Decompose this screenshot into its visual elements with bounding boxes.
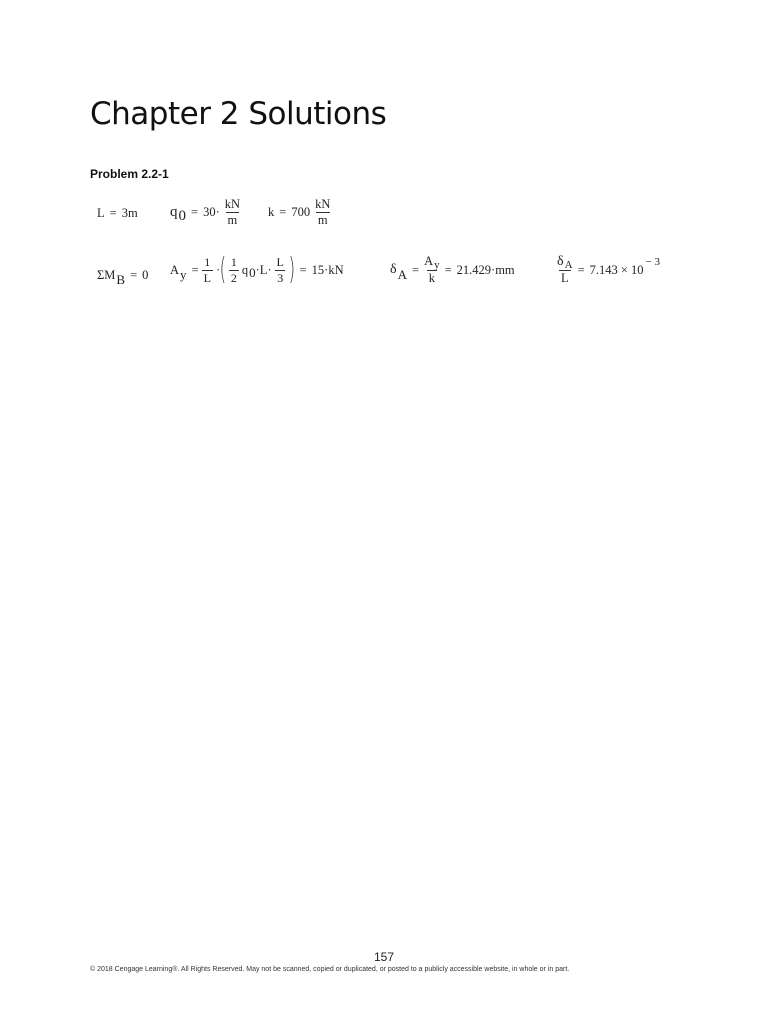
equals-sign: = [191, 262, 199, 277]
subscript-A: A [564, 259, 573, 271]
fraction-numerator: kN [315, 197, 331, 211]
subscript-y: y [180, 267, 187, 282]
fraction-numerator: A [424, 254, 434, 268]
result-strain: 7.143 × 10 [589, 262, 644, 277]
value-q0: 30· [203, 205, 220, 219]
eq-delta-a [390, 255, 515, 285]
fraction-denominator: k [428, 271, 435, 285]
fraction-L-over-3 [275, 256, 286, 285]
equals-sign: = [444, 262, 452, 277]
equals-sign: = [412, 262, 420, 277]
chapter-title: Chapter 2 Solutions [90, 96, 387, 132]
fraction-delta-a-over-L [555, 255, 575, 285]
equals-sign: = [191, 205, 199, 219]
subscript-A: A [397, 267, 407, 282]
given-k [268, 198, 335, 227]
symbol-L: L [97, 206, 105, 220]
eq-moment-sum [97, 267, 149, 287]
right-paren: ) [288, 252, 295, 287]
value-k: 700 [291, 205, 311, 219]
value-zero: 0 [142, 267, 149, 282]
value-L: 3m [121, 206, 138, 220]
given-q0 [170, 198, 245, 227]
symbol-q: q [241, 262, 249, 277]
symbol-k: k [268, 205, 275, 219]
given-L [97, 206, 138, 221]
fraction-numerator: δ [557, 254, 564, 269]
exponent: − 3 [645, 256, 661, 268]
equals-sign: = [577, 262, 585, 277]
symbol-delta: δ [390, 262, 397, 277]
fraction-denominator: 3 [277, 270, 284, 285]
page-number: 157 [373, 950, 395, 964]
fraction-denominator: m [317, 213, 328, 227]
symbol-A: A [170, 262, 180, 277]
fraction-kN-per-m [223, 198, 242, 227]
fraction-numerator: kN [224, 197, 241, 211]
fraction-denominator: L [560, 271, 569, 285]
fraction-1-over-L [202, 256, 213, 285]
subscript-0: 0 [178, 208, 186, 224]
problem-heading: Problem 2.2-1 [90, 167, 169, 181]
fraction-ay-over-k [422, 255, 442, 285]
symbol-q: q [170, 204, 178, 220]
eq-strain [552, 255, 660, 285]
symbol-sum-M: ΣM [97, 267, 116, 282]
fraction-numerator: 1 [230, 254, 237, 269]
result-ay: 15·kN [311, 262, 344, 277]
copyright-notice: © 2018 Cengage Learning®. All Rights Reserved. May not be scanned, copied or duplicated, or posted to a publicly accessible website, in whole or in part. [90, 966, 570, 973]
subscript-y: y [434, 259, 440, 271]
fraction-numerator: 1 [204, 254, 211, 269]
subscript-B: B [116, 272, 126, 287]
eq-reaction-ay: A y = $\frac{1}{L}$ · ( $\frac{1}{2}$ q 0 ·L· $\frac{L}{3}$ ) = 15·kN [170, 252, 344, 287]
left-paren: ( [219, 252, 227, 287]
times-L: ·L· [255, 262, 272, 277]
equals-sign: = [109, 206, 117, 220]
fraction-denominator: m [227, 213, 238, 227]
equals-sign: = [279, 205, 287, 219]
subscript-0: 0 [249, 265, 256, 280]
fraction-numerator: L [276, 254, 284, 269]
equals-sign: = [130, 267, 138, 282]
fraction-kN-per-m [313, 198, 332, 227]
fraction-1-over-2 [229, 256, 239, 285]
result-delta-a: 21.429·mm [456, 262, 515, 277]
equals-sign: = [299, 262, 307, 277]
fraction-denominator: 2 [230, 270, 237, 285]
fraction-denominator: L [203, 270, 211, 285]
